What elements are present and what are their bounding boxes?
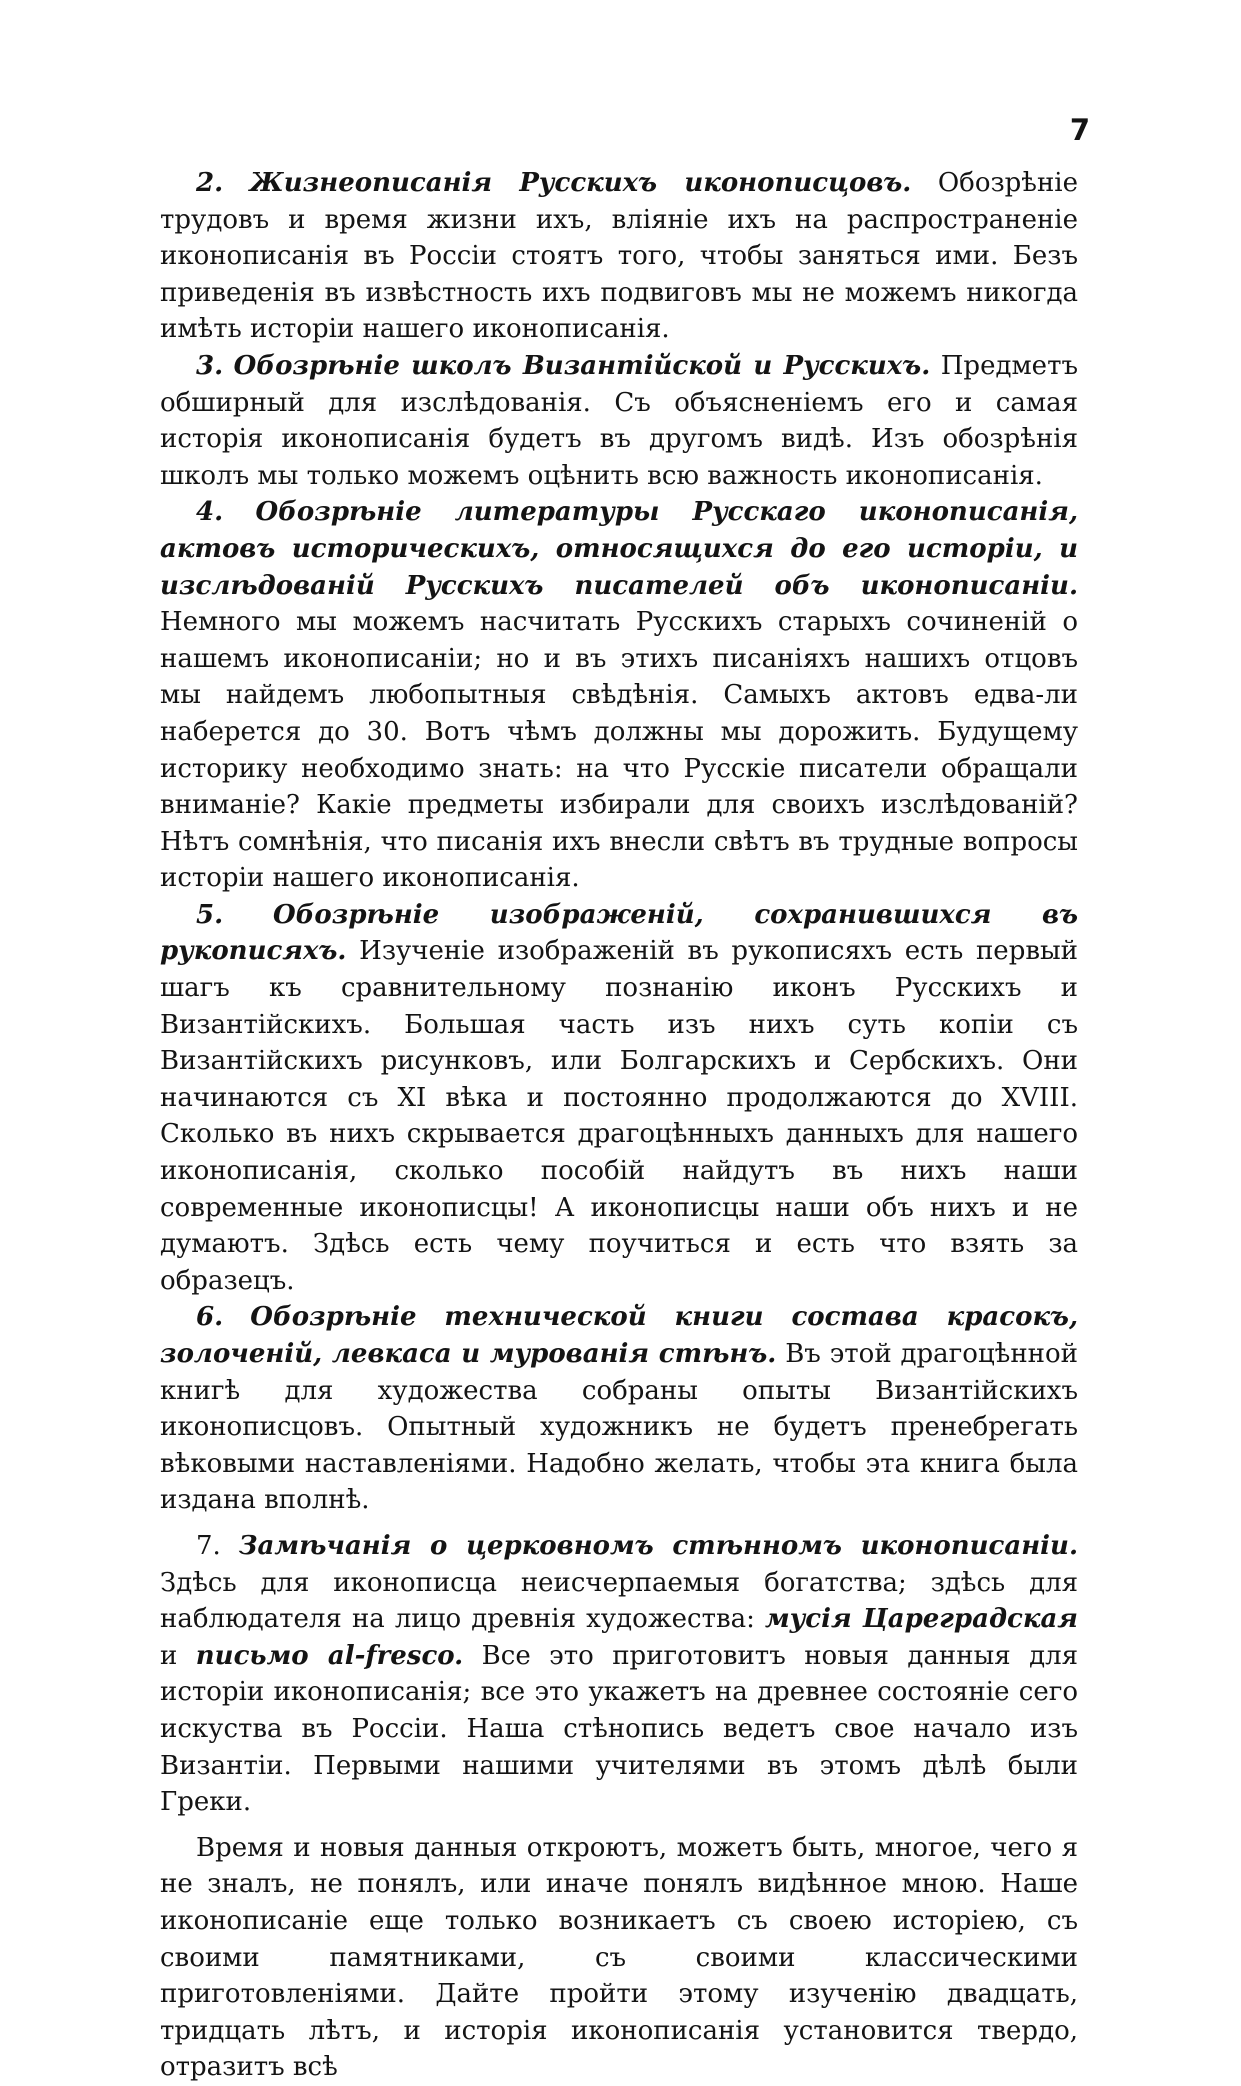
paragraph-6-technical-book	[160, 1299, 1078, 1519]
paragraph-number: 2.	[196, 168, 224, 198]
paragraph-5-manuscripts	[160, 897, 1078, 1300]
paragraph-body: Изученіе изображеній въ рукописяхъ есть первый шагъ къ сравнительному познанію иконъ Русскихъ и Византійскихъ. Большая часть изъ нихъ суть копіи съ Византійскихъ рисунковъ, или Болгарскихъ и Сербскихъ. Они начинаются съ XI вѣка и постоянно продолжаются до XVIII. Сколько въ нихъ скрывается драгоцѣнныхъ данныхъ для нашего иконописанія, сколько пособій найдутъ въ нихъ наши современные иконописцы! А иконописцы наши объ нихъ и не думаютъ. Здѣсь есть чему поучиться и есть что взять за образецъ.	[160, 936, 1078, 1296]
paragraph-number: 7.	[196, 1530, 221, 1561]
paragraph-title: Жизнеописанія Русскихъ иконописцовъ.	[249, 168, 912, 198]
paragraph-title: Обозрѣніе изображеній, сохранившихся въ рукописяхъ.	[160, 899, 1078, 967]
paragraph-body: Обозрѣніе трудовъ и время жизни ихъ, вліяніе ихъ на распространеніе иконописанія въ Россіи стоятъ того, чтобы заняться ими. Безъ приведенія въ извѣстность ихъ подвиговъ мы не можемъ никогда имѣть исторіи нашего иконописанія.	[160, 168, 1079, 345]
paragraph-body: Въ этой драгоцѣнной книгѣ для художества собраны опыты Византійскихъ иконописцовъ. Опытный художникъ не будетъ пренебрегать вѣковыми наставленіями. Надобно желать, чтобы эта книга была издана вполнѣ.	[160, 1339, 1078, 1516]
paragraph-2-biographies	[160, 165, 1078, 348]
paragraph-conclusion	[160, 1830, 1078, 2086]
paragraph-number: 4.	[196, 497, 224, 528]
inline-italic-term: мусія Цареградская	[765, 1604, 1078, 1635]
paragraph-title: Обозрѣніе школъ Византійской и Русскихъ.	[233, 350, 931, 381]
paragraph-body: Предметъ обширный для изслѣдованія. Съ объясненіемъ его и самая исторія иконописанія будетъ въ другомъ видѣ. Изъ обозрѣнія школъ мы только можемъ оцѣнить всю важность иконописанія.	[160, 350, 1078, 491]
paragraph-title: Обозрѣніе литературы Русскаго иконописанія, актовъ историческихъ, относящихся до его исторіи, и изслѣдованій Русскихъ писателей объ иконописаніи.	[160, 497, 1078, 601]
paragraph-title: Обозрѣніе технической книги состава красокъ, золоченій, левкаса и мурованія стѣнъ.	[160, 1302, 1078, 1369]
inline-italic-term: письмо al-fresco.	[195, 1640, 464, 1671]
paragraph-4-literature	[160, 494, 1078, 897]
paragraph-number: 3.	[196, 350, 224, 381]
paragraph-body-part: Все это приготовитъ новыя данныя для исторіи иконописанія; все это укажетъ на древнее состояніе сего искуства въ Россіи. Наша стѣнопись ведетъ свое начало изъ Византіи. Первыми нашими учителями въ этомъ дѣлѣ были Греки.	[160, 1640, 1078, 1818]
body-text	[160, 165, 1078, 2086]
paragraph-number: 6.	[196, 1302, 224, 1333]
paragraph-body: Немного мы можемъ насчитать Русскихъ старыхъ сочиненій о нашемъ иконописаніи; но и въ этихъ писаніяхъ нашихъ отцовъ мы найдемъ любопытныя свѣдѣнія. Самыхъ актовъ едва-ли наберется до 30. Вотъ чѣмъ должны мы дорожить. Будущему историку необходимо знать: на что Русскіе писатели обращали вниманіе? Какіе предметы избирали для своихъ изслѣдованій? Нѣтъ сомнѣнія, что писанія ихъ внесли свѣтъ въ трудные вопросы исторіи нашего иконописанія.	[160, 607, 1078, 894]
paragraph-3-schools	[160, 348, 1078, 494]
paragraph-title: Замѣчанія о церковномъ стѣнномъ иконописаніи.	[238, 1530, 1078, 1561]
paragraph-number: 5.	[196, 899, 224, 930]
page-number: 7	[1069, 113, 1090, 147]
paragraph-body: Время и новыя данныя откроютъ, можетъ быть, многое, чего я не зналъ, не понялъ, или иначе понялъ видѣнное мною. Наше иконописаніе еще только возникаетъ съ своею исторіею, съ своими памятниками, съ своими классическими приготовленіями. Дайте пройти этому изученію двадцать, тридцать лѣтъ, и исторія иконописанія установится твердо, отразитъ всѣ	[160, 1832, 1078, 2083]
paragraph-7-wall-painting	[160, 1528, 1078, 1821]
paragraph-body-part: Здѣсь для иконописца неисчерпаемыя богатства; здѣсь для наблюдателя на лицо древнія художества:	[160, 1567, 1078, 1635]
paragraph-body-part: и	[160, 1640, 196, 1671]
